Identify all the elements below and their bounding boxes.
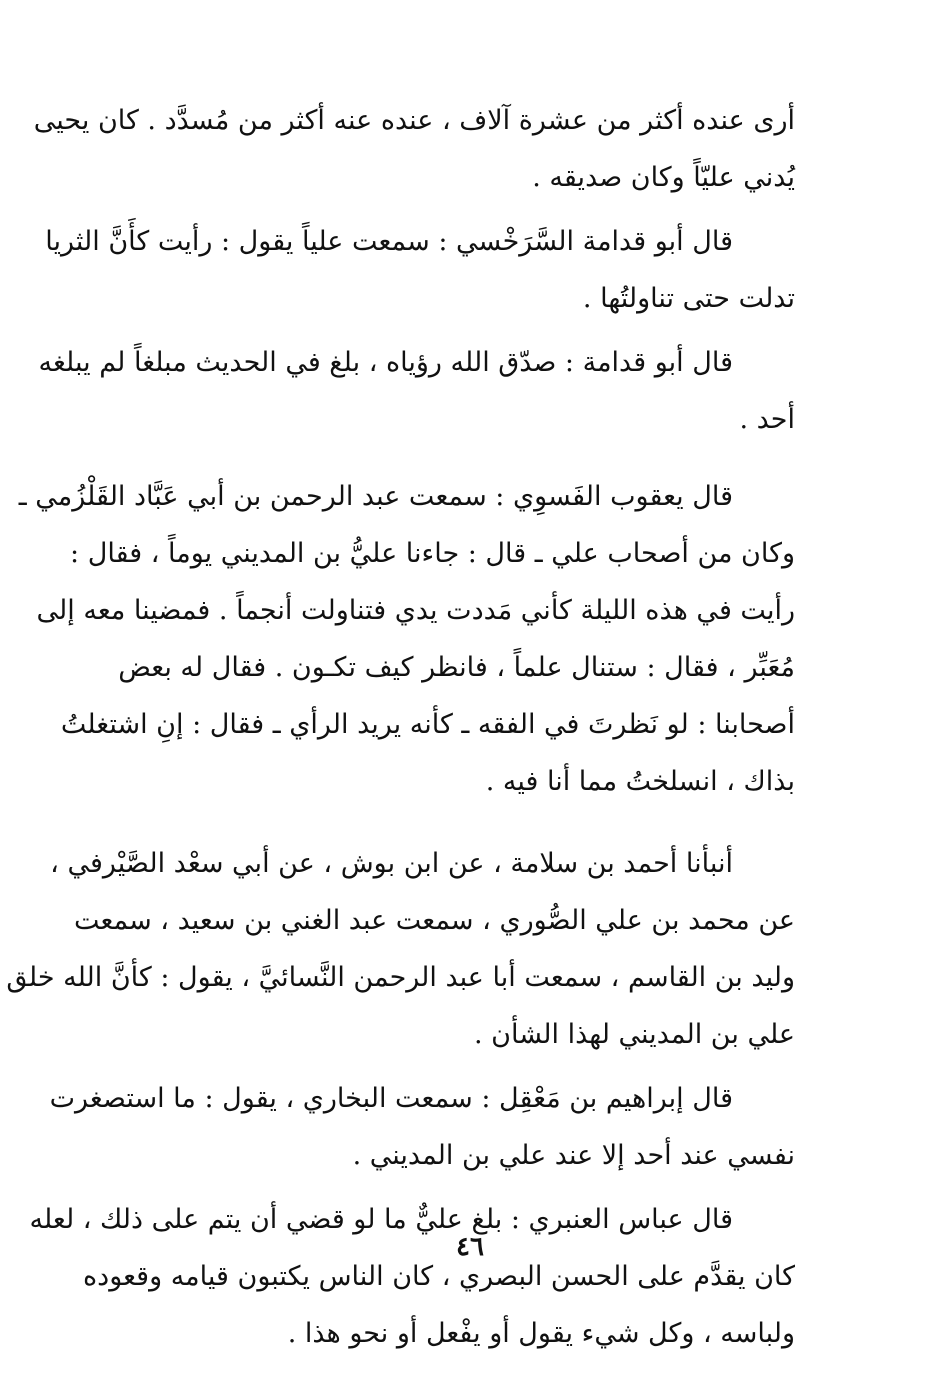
text-line: مُعَبِّر ، فقال : ستنال علماً ، فانظر كيف تكـون . فقال له بعض [118, 652, 795, 683]
text-line: أرى عنده أكثر من عشرة آلاف ، عنده عنه أكثر من مُسدَّد . كان يحيى [33, 105, 795, 136]
text-line: قال أبو قدامة : صدّق الله رؤياه ، بلغ في الحديث مبلغاً لم يبلغه [38, 347, 733, 378]
paragraph-2 [45, 213, 795, 327]
text-line: عن محمد بن علي الصُّوري ، سمعت عبد الغني بن سعيد ، سمعت [73, 905, 795, 936]
text-line: وكان من أصحاب علي ـ قال : جاءنا عليُّ بن المديني يوماً ، فقال : [70, 538, 795, 569]
text-line: أحد . [739, 404, 795, 435]
paragraph-4 [18, 468, 795, 810]
text-line: قال أبو قدامة السَّرَخْسي : سمعت علياً يقول : رأيت كأَنَّ الثريا [45, 226, 733, 257]
text-line: بذاك ، انسلختُ مما أنا فيه . [485, 766, 795, 797]
text-line: أنبأنا أحمد بن سلامة ، عن ابن بوش ، عن أبي سعْد الصَّيْرفي ، [50, 848, 733, 879]
text-line: قال يعقوب الفَسوِي : سمعت عبد الرحمن بن أبي عَبَّاد القَلْزُمي ـ [18, 481, 733, 512]
text-line: نفسي عند أحد إلا عند علي بن المديني . [352, 1140, 795, 1171]
page-number: ٤٦ [456, 1232, 484, 1262]
text-line: تدلت حتى تناولتُها . [582, 283, 795, 314]
paragraph-6 [49, 1070, 795, 1184]
text-line: قال عباس العنبري : بلغ عليٌّ ما لو قضي أن يتم على ذلك ، لعله [29, 1204, 733, 1235]
paragraph-7 [29, 1191, 795, 1362]
text-line: علي بن المديني لهذا الشأن . [473, 1019, 795, 1050]
text-line: قال إبراهيم بن مَعْقِل : سمعت البخاري ، يقول : ما استصغرت [49, 1083, 733, 1114]
paragraph-5 [6, 835, 795, 1063]
paragraph-1 [33, 92, 795, 206]
text-line: كان يقدَّم على الحسن البصري ، كان الناس يكتبون قيامه وقعوده [83, 1261, 795, 1292]
text-line: أصحابنا : لو نَظرتَ في الفقه ـ كأنه يريد الرأي ـ فقال : إنِ اشتغلتُ [60, 709, 795, 740]
text-line: ولباسه ، وكل شيء يقول أو يفْعل أو نحو هذا . [287, 1318, 795, 1349]
page-body [6, 92, 795, 1362]
paragraph-3 [38, 334, 795, 448]
text-line: يُدني عليّاً وكان صديقه . [532, 162, 795, 193]
text-line: وليد بن القاسم ، سمعت أبا عبد الرحمن النَّسائيَّ ، يقول : كأنَّ الله خلق [6, 962, 795, 993]
text-line: رأيت في هذه الليلة كأني مَددت يدي فتناولت أنجماً . فمضينا معه إلى [36, 595, 795, 626]
